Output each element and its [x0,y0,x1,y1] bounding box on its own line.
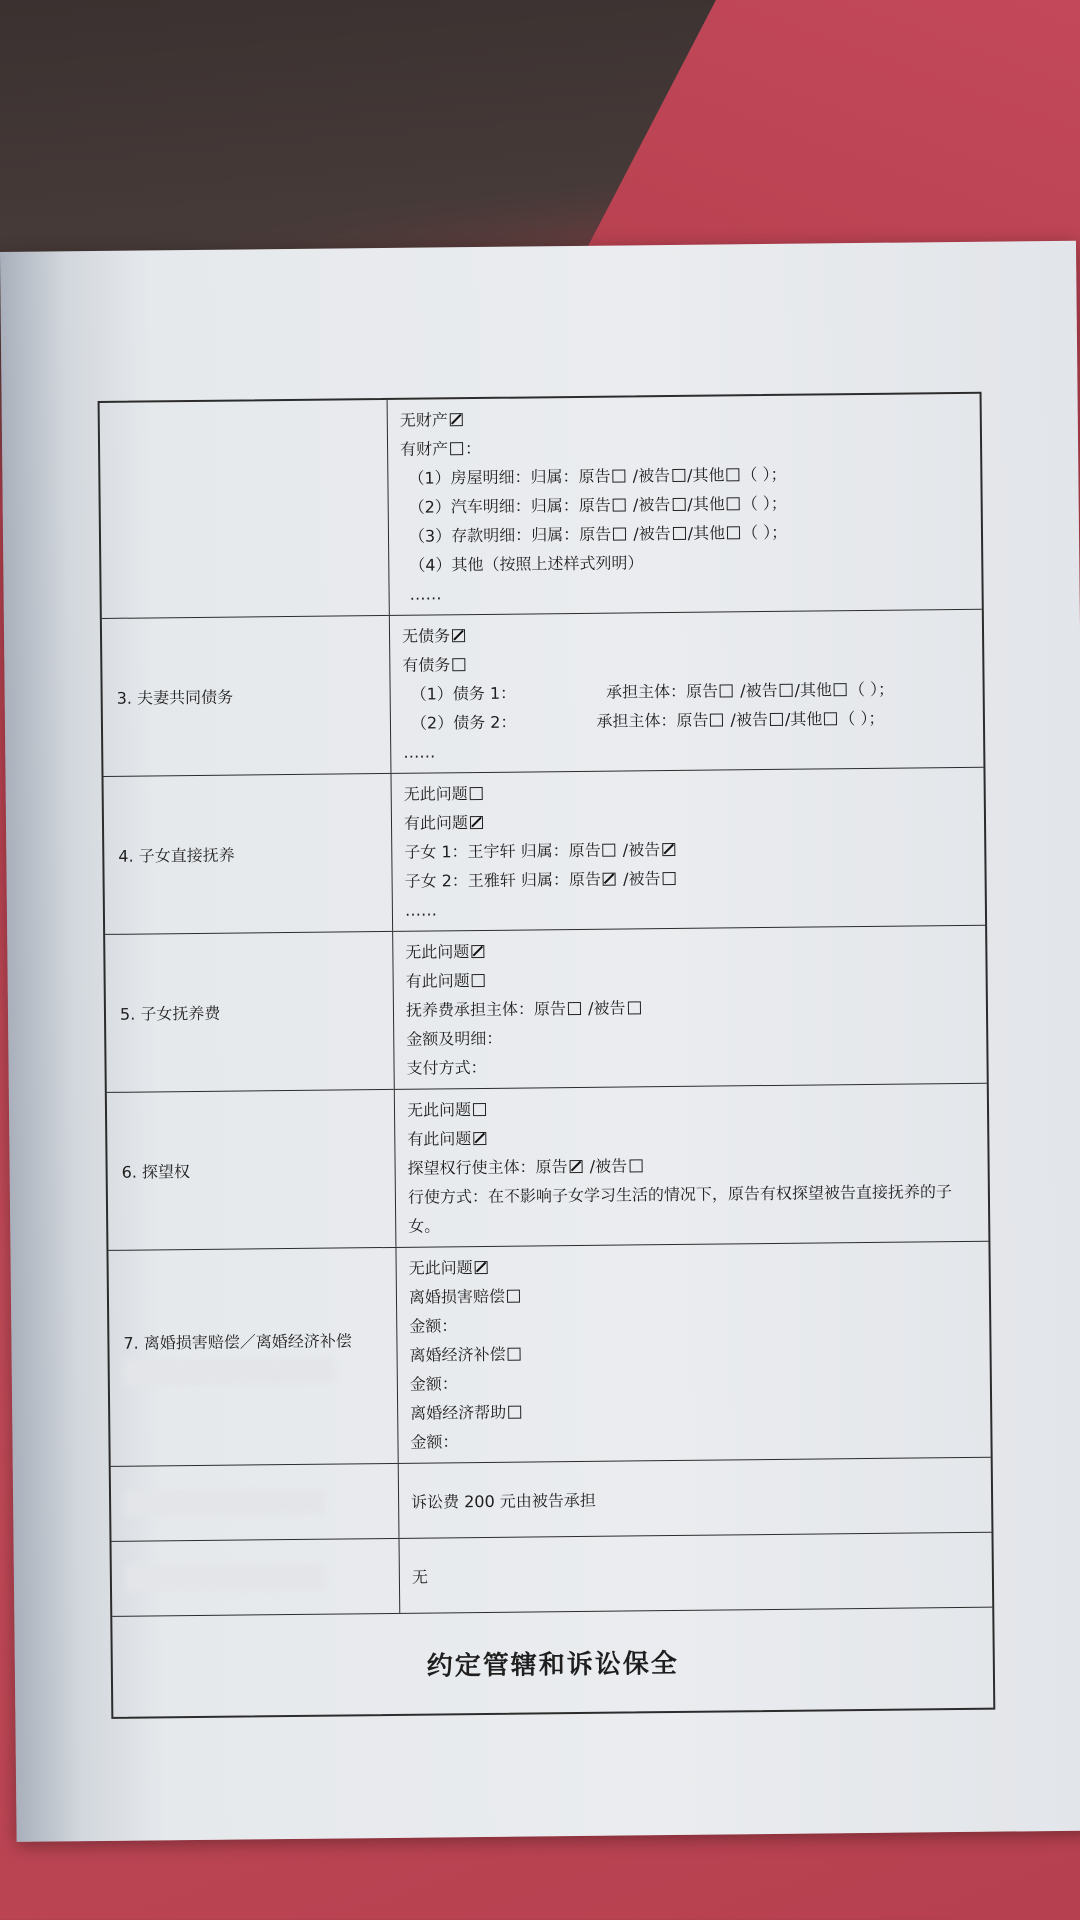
support-plaintiff-checkbox[interactable] [568,1001,581,1014]
document-page [0,241,1080,1842]
child1-text: 子女 1：王宇轩 归属：原告 [404,840,601,862]
debt1-label: （1）债务 1： [410,683,517,704]
other-text: 无 [411,1567,429,1587]
row-other-content [399,1533,992,1613]
debt1-defendant-text: /被告 [740,680,778,701]
custody-has-checkbox[interactable] [470,815,483,828]
redacted-area [126,1564,326,1592]
row-fees-label [111,1464,400,1541]
row-other-label [112,1539,401,1616]
support-amount-text: 金额及明细： [406,1028,503,1049]
visitation-none-text: 无此问题 [406,1100,472,1120]
deposit-defendant-text: /被告 [633,523,671,544]
deposit-defendant-checkbox[interactable] [673,526,686,539]
debt1-defendant-checkbox[interactable] [780,683,793,696]
no-debt-checkbox[interactable] [452,629,465,642]
support-defendant-text: /被告 [587,998,626,1018]
row-support-label: 5. 子女抚养费 [105,932,395,1092]
row-custody-content [391,768,985,931]
debt2-other-text: /其他 [784,709,823,729]
visitation-none-checkbox[interactable] [473,1102,486,1115]
row-visitation [107,1084,989,1251]
child2-plaintiff-checkbox[interactable] [603,872,616,885]
support-has-text: 有此问题 [405,971,470,991]
row-compensation [108,1242,990,1467]
no-debt-text: 无债务 [401,626,451,646]
row-property-content: 无财产 有财产 ： （1）房屋明细：归属：原告 /被告 /其他 （ ）； （2）汽车明细：归属：原告 /被告 /其他 （ ）； （3）存款明细：归属：原告 /被告 /其他 （ ）； （4）其他（按照上述样式列明） …… [388,394,982,615]
economic-checkbox[interactable] [508,1347,521,1360]
row-support [105,926,987,1093]
has-debt-checkbox[interactable] [452,658,465,671]
row-support-content [393,926,987,1089]
debt-ellipsis: …… [403,742,436,762]
house-tail: （ ）； [741,464,787,485]
visitation-method-text: 行使方式：在不影响子女学习生活的情况下，原告有权探望被告直接抚养的子女。 [407,1182,953,1236]
debt2-other-checkbox[interactable] [824,712,837,725]
support-has-checkbox[interactable] [472,973,485,986]
visitation-has-checkbox[interactable] [473,1131,486,1144]
debt2-tail: （ ）； [839,708,885,729]
help-checkbox[interactable] [508,1405,521,1418]
visitation-plaintiff-checkbox[interactable] [570,1159,583,1172]
house-defendant-text: /被告 [632,465,671,486]
row-section-title [112,1608,993,1717]
row-custody [104,768,986,935]
child1-plaintiff-checkbox[interactable] [603,843,616,856]
car-defendant-checkbox[interactable] [672,497,685,510]
help-text: 离婚经济帮助 [410,1402,507,1423]
support-defendant-checkbox[interactable] [627,1001,640,1014]
redacted-area [125,1489,325,1517]
damage-amount-text: 金额： [409,1316,458,1336]
visitation-has-text: 有此问题 [407,1129,472,1149]
house-detail-text: （1）房屋明细：归属：原告 [408,466,611,488]
house-other-checkbox[interactable] [726,468,739,481]
deposit-plaintiff-checkbox[interactable] [613,527,626,540]
debt2-label: （2）债务 2： [410,712,517,733]
child2-defendant-text: /被告 [622,869,661,889]
row-debt-label: 3. 夫妻共同债务 [102,616,392,776]
debt1-subject: 承担主体：原告 [605,681,719,702]
row-other [112,1533,993,1617]
damage-checkbox[interactable] [507,1289,520,1302]
debt1-plaintiff-checkbox[interactable] [720,684,733,697]
compensation-none-checkbox[interactable] [475,1260,488,1273]
house-defendant-checkbox[interactable] [672,468,685,481]
fees-text: 诉讼费 200 元由被告承担 [411,1490,596,1512]
redacted-area [124,1358,334,1386]
support-none-text: 无此问题 [405,942,470,962]
row-compensation-label: 7. 离婚损害赔偿／离婚经济补偿 [123,1331,352,1353]
custody-ellipsis: …… [404,900,438,920]
support-none-checkbox[interactable] [471,944,484,957]
house-plaintiff-checkbox[interactable] [612,469,625,482]
no-property-checkbox[interactable] [450,413,463,426]
form-table [98,392,996,1719]
property-other-text: （4）其他（按照上述样式列明） [409,553,644,575]
house-other-text: /其他 [686,465,725,485]
car-other-checkbox[interactable] [727,497,740,510]
custody-none-text: 无此问题 [403,784,468,804]
car-tail: （ ）； [741,493,787,514]
support-payment-text: 支付方式： [406,1057,487,1078]
property-ellipsis: …… [409,584,442,604]
custody-has-text: 有此问题 [403,813,469,833]
row-fees [111,1458,992,1542]
visitation-subject-text: 探望权行使主体：原告 [407,1157,568,1178]
row-property-label [100,400,390,618]
debt2-subject: 承担主体：原告 [596,710,709,731]
deposit-other-text: /其他 [687,523,726,543]
deposit-detail-text: （3）存款明细：归属：原告 [408,524,612,546]
debt1-other-checkbox[interactable] [834,683,847,696]
support-subject-text: 抚养费承担主体：原告 [405,999,567,1020]
child1-defendant-text: /被告 [622,840,661,860]
help-amount-text: 金额： [410,1432,459,1452]
row-debt [102,610,984,777]
child1-defendant-checkbox[interactable] [662,842,675,855]
row-fees-content [399,1458,992,1538]
deposit-other-checkbox[interactable] [727,526,740,539]
row-debt-content [390,610,984,773]
has-debt-text: 有债务 [402,655,451,675]
has-property-checkbox[interactable] [450,442,463,455]
debt1-other-text: /其他 [794,680,833,700]
row-visitation-label: 6. 探望权 [107,1090,397,1250]
custody-none-checkbox[interactable] [470,786,483,799]
damage-text: 离婚损害赔偿 [408,1286,506,1307]
child2-text: 子女 2：王雅轩 归属：原告 [404,869,602,891]
no-property-text: 无财产 [399,410,448,430]
debt2-defendant-text: /被告 [730,709,769,730]
child2-defendant-checkbox[interactable] [662,871,675,884]
debt2-defendant-checkbox[interactable] [770,712,783,725]
debt1-tail: （ ）； [848,679,895,700]
economic-amount-text: 金额： [409,1374,458,1394]
visitation-defendant-checkbox[interactable] [629,1159,642,1172]
car-detail-text: （2）汽车明细：归属：原告 [408,495,611,517]
compensation-none-text: 无此问题 [408,1258,473,1278]
car-plaintiff-checkbox[interactable] [613,498,626,511]
row-custody-label: 4. 子女直接抚养 [104,774,394,934]
row-compensation-content [396,1242,990,1463]
has-property-text: 有财产 [399,439,449,459]
deposit-tail: （ ）； [741,522,788,543]
car-defendant-text: /被告 [632,494,671,515]
section-title: 约定管辖和诉讼保全 [426,1648,679,1682]
economic-text: 离婚经济补偿 [409,1344,506,1365]
car-other-text: /其他 [687,494,725,514]
visitation-defendant-text: /被告 [589,1156,628,1176]
row-property [100,394,982,619]
row-visitation-content [395,1084,989,1247]
row-compensation-label-cell [108,1248,398,1466]
debt2-plaintiff-checkbox[interactable] [710,713,723,726]
